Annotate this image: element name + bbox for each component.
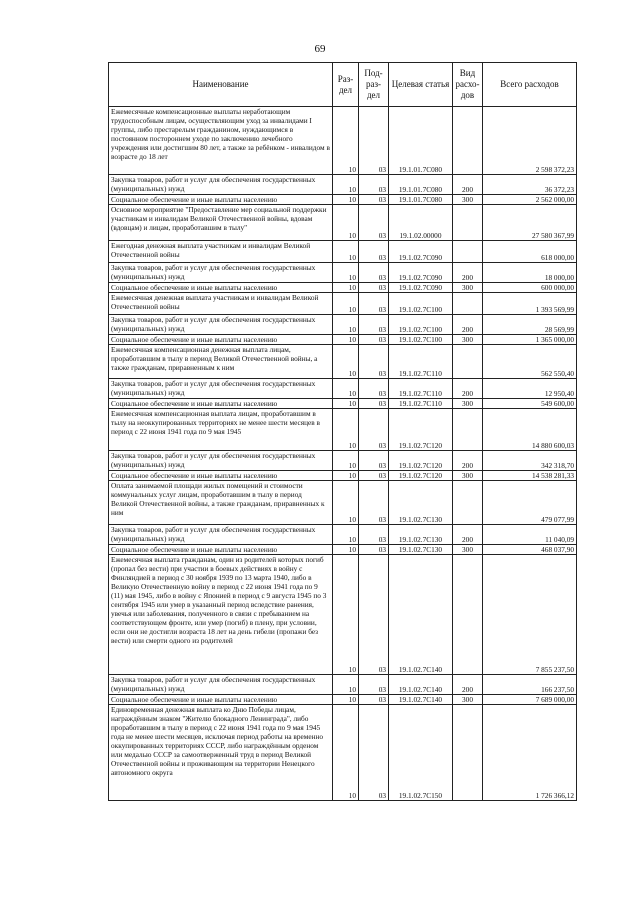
row-type [453,107,483,175]
row-type: 200 [453,379,483,399]
row-subsection: 03 [359,695,389,705]
row-target: 19.1.01.7С080 [389,175,453,195]
row-amount: 36 372,23 [483,175,577,195]
row-subsection: 03 [359,705,389,801]
row-name: Социальное обеспечение и иные выплаты населению [109,545,333,555]
row-section: 10 [333,675,359,695]
row-name: Социальное обеспечение и иные выплаты населению [109,283,333,293]
row-type: 300 [453,283,483,293]
row-subsection: 03 [359,175,389,195]
row-section: 10 [333,263,359,283]
budget-table [108,62,577,801]
row-target: 19.1.02.7С120 [389,409,453,451]
row-amount: 166 237,50 [483,675,577,695]
row-target: 19.1.02.7С140 [389,555,453,675]
row-target: 19.1.02.7С100 [389,315,453,335]
col-header-section: Раз-дел [333,63,359,107]
row-section: 10 [333,481,359,525]
row-type [453,345,483,379]
row-type: 300 [453,195,483,205]
row-subsection: 03 [359,293,389,315]
row-name: Закупка товаров, работ и услуг для обеспечения государственных (муниципальных) нужд [109,263,333,283]
table-row [109,379,577,399]
table-row [109,205,577,241]
row-type [453,705,483,801]
table-row [109,335,577,345]
row-name: Закупка товаров, работ и услуг для обеспечения государственных (муниципальных) нужд [109,315,333,335]
row-section: 10 [333,399,359,409]
row-target: 19.1.02.7С090 [389,283,453,293]
row-name: Основное мероприятие "Предоставление мер социальной поддержки участникам и инвалидам Великой Отечественной войны, вдовам (вдовцам) и лицам, проработавшим в тылу" [109,205,333,241]
row-name: Закупка товаров, работ и услуг для обеспечения государственных (муниципальных) нужд [109,525,333,545]
row-target: 19.1.02.7С110 [389,399,453,409]
row-target: 19.1.02.7С090 [389,263,453,283]
table-row [109,409,577,451]
row-amount: 618 000,00 [483,241,577,263]
row-name: Единовременная денежная выплата ко Дню Победы лицам, награждённым знаком "Жителю блокадного Ленинграда", либо проработавшим в тылу в период с 22 июня 1941 года по 9 мая 1945 года не менее шести месяцев, исключая период работы на временно оккупированных территориях СССР, либо награждённым орденом или медалью СССР за самоотверженный труд в период Великой Отечественной войны и проживающим на территории Ненецкого автономного округа [109,705,333,801]
row-name: Закупка товаров, работ и услуг для обеспечения государственных (муниципальных) нужд [109,379,333,399]
row-target: 19.1.02.7С130 [389,481,453,525]
row-section: 10 [333,107,359,175]
row-type [453,409,483,451]
row-type [453,241,483,263]
row-amount: 11 040,09 [483,525,577,545]
row-type [453,205,483,241]
row-amount: 18 000,00 [483,263,577,283]
row-name: Ежемесячная компенсационная денежная выплата лицам, проработавшим в тылу в период Великой Отечественной войны, а также гражданам, приравненным к ним [109,345,333,379]
row-amount: 27 580 367,99 [483,205,577,241]
row-amount: 2 562 000,00 [483,195,577,205]
page-number: 69 [314,43,326,55]
row-section: 10 [333,525,359,545]
row-target: 19.1.02.7С100 [389,293,453,315]
row-section: 10 [333,241,359,263]
row-amount: 12 950,40 [483,379,577,399]
row-target: 19.1.01.7С080 [389,107,453,175]
row-subsection: 03 [359,283,389,293]
row-section: 10 [333,409,359,451]
row-section: 10 [333,379,359,399]
row-type: 300 [453,335,483,345]
row-subsection: 03 [359,471,389,481]
row-name: Социальное обеспечение и иные выплаты населению [109,195,333,205]
table-row [109,107,577,175]
row-type: 200 [453,675,483,695]
row-type: 200 [453,263,483,283]
row-section: 10 [333,315,359,335]
col-header-expense-type: Вид расхо-дов [453,63,483,107]
table-row [109,525,577,545]
row-amount: 2 598 372,23 [483,107,577,175]
row-section: 10 [333,545,359,555]
row-section: 10 [333,451,359,471]
row-name: Социальное обеспечение и иные выплаты населению [109,399,333,409]
row-subsection: 03 [359,399,389,409]
table-row [109,695,577,705]
row-target: 19.1.02.7С140 [389,695,453,705]
row-section: 10 [333,335,359,345]
row-type: 300 [453,695,483,705]
row-name: Социальное обеспечение и иные выплаты населению [109,335,333,345]
row-amount: 549 600,00 [483,399,577,409]
table-row [109,481,577,525]
row-amount: 342 318,70 [483,451,577,471]
row-section: 10 [333,705,359,801]
row-name: Закупка товаров, работ и услуг для обеспечения государственных (муниципальных) нужд [109,175,333,195]
row-subsection: 03 [359,379,389,399]
row-target: 19.1.02.7С120 [389,471,453,481]
row-subsection: 03 [359,195,389,205]
row-target: 19.1.02.7С130 [389,545,453,555]
row-name: Ежемесячная выплата гражданам, один из родителей которых погиб (пропал без вести) при участии в боевых действиях в войну с Финляндией в период с 30 ноября 1939 по 13 марта 1940, либо в Великую Отечественную войну в период с 22 июня 1941 года по 9 (11) мая 1945, либо в войну с Японией в период с 9 августа 1945 по 3 сентября 1945 или умер в указанный период вследствие ранения, увечья или заболевания, полученного в связи с пребыванием на соответствующем фронте, или умер (погиб) в плену, при условии, если они не достигли возраста 18 лет на день гибели (пропажи без вести) или смерти одного из родителей [109,555,333,675]
col-header-total: Всего расходов [483,63,577,107]
row-section: 10 [333,195,359,205]
table-row [109,555,577,675]
table-body [109,107,577,801]
table-row [109,705,577,801]
row-subsection: 03 [359,315,389,335]
row-type: 300 [453,545,483,555]
row-type [453,481,483,525]
row-subsection: 03 [359,555,389,675]
table-row [109,545,577,555]
table-row [109,263,577,283]
row-subsection: 03 [359,335,389,345]
row-amount: 14 880 600,03 [483,409,577,451]
row-type: 300 [453,399,483,409]
col-header-subsection: Под-раз-дел [359,63,389,107]
row-name: Социальное обеспечение и иные выплаты населению [109,471,333,481]
row-amount: 7 689 000,00 [483,695,577,705]
row-amount: 1 393 569,99 [483,293,577,315]
row-target: 19.1.02.7С110 [389,345,453,379]
row-section: 10 [333,175,359,195]
row-section: 10 [333,205,359,241]
row-section: 10 [333,555,359,675]
table-header-row [109,63,577,107]
row-subsection: 03 [359,263,389,283]
row-name: Закупка товаров, работ и услуг для обеспечения государственных (муниципальных) нужд [109,451,333,471]
table-row [109,675,577,695]
row-type [453,555,483,675]
row-target: 19.1.02.7С130 [389,525,453,545]
row-type: 200 [453,451,483,471]
row-section: 10 [333,471,359,481]
row-target: 19.1.02.7С100 [389,335,453,345]
row-section: 10 [333,293,359,315]
row-amount: 600 000,00 [483,283,577,293]
table-row [109,175,577,195]
row-subsection: 03 [359,205,389,241]
row-name: Оплата занимаемой площади жилых помещений и стоимости коммунальных услуг лицам, проработавшим в тылу в период Великой Отечественной войны, а также гражданам, приравненных к ним [109,481,333,525]
row-section: 10 [333,695,359,705]
table-row [109,471,577,481]
row-subsection: 03 [359,525,389,545]
row-type: 200 [453,175,483,195]
row-name: Закупка товаров, работ и услуг для обеспечения государственных (муниципальных) нужд [109,675,333,695]
table-row [109,399,577,409]
row-amount: 468 037,90 [483,545,577,555]
table-row [109,293,577,315]
col-header-target: Целевая статья [389,63,453,107]
row-target: 19.1.02.7С140 [389,675,453,695]
row-amount: 1 726 366,12 [483,705,577,801]
row-amount: 28 569,99 [483,315,577,335]
row-target: 19.1.02.7С110 [389,379,453,399]
row-type: 200 [453,525,483,545]
row-amount: 562 550,40 [483,345,577,379]
row-name: Социальное обеспечение и иные выплаты населению [109,695,333,705]
row-type: 300 [453,471,483,481]
row-target: 19.1.02.7С090 [389,241,453,263]
row-amount: 14 538 281,33 [483,471,577,481]
row-amount: 1 365 000,00 [483,335,577,345]
table-row [109,283,577,293]
table-row [109,241,577,263]
table-row [109,345,577,379]
table-row [109,451,577,471]
col-header-name: Наименование [109,63,333,107]
table-row [109,195,577,205]
row-target: 19.1.02.00000 [389,205,453,241]
row-subsection: 03 [359,107,389,175]
row-target: 19.1.02.7С150 [389,705,453,801]
row-amount: 479 077,99 [483,481,577,525]
row-subsection: 03 [359,241,389,263]
row-type [453,293,483,315]
row-name: Ежегодная денежная выплата участникам и инвалидам Великой Отечественной войны [109,241,333,263]
row-target: 19.1.01.7С080 [389,195,453,205]
row-subsection: 03 [359,451,389,471]
row-subsection: 03 [359,345,389,379]
row-name: Ежемесячная денежная выплата участникам и инвалидам Великой Отечественной войны [109,293,333,315]
row-section: 10 [333,283,359,293]
row-subsection: 03 [359,409,389,451]
row-target: 19.1.02.7С120 [389,451,453,471]
row-section: 10 [333,345,359,379]
row-type: 200 [453,315,483,335]
row-amount: 7 855 237,50 [483,555,577,675]
table-row [109,315,577,335]
row-subsection: 03 [359,481,389,525]
row-subsection: 03 [359,675,389,695]
row-name: Ежемесячная компенсационная выплата лицам, проработавшим в тылу на неоккупированных территориях не менее шести месяцев в период с 22 июня 1941 года по 9 мая 1945 [109,409,333,451]
row-subsection: 03 [359,545,389,555]
row-name: Ежемесячные компенсационные выплаты неработающим трудоспособным лицам, осуществляющим уход за инвалидами I группы, либо престарелым гражданином, нуждающимся в постоянном постороннем уходе по заключению лечебного учреждения или достигшим 80 лет, а также за ребёнком - инвалидом в возрасте до 18 лет [109,107,333,175]
